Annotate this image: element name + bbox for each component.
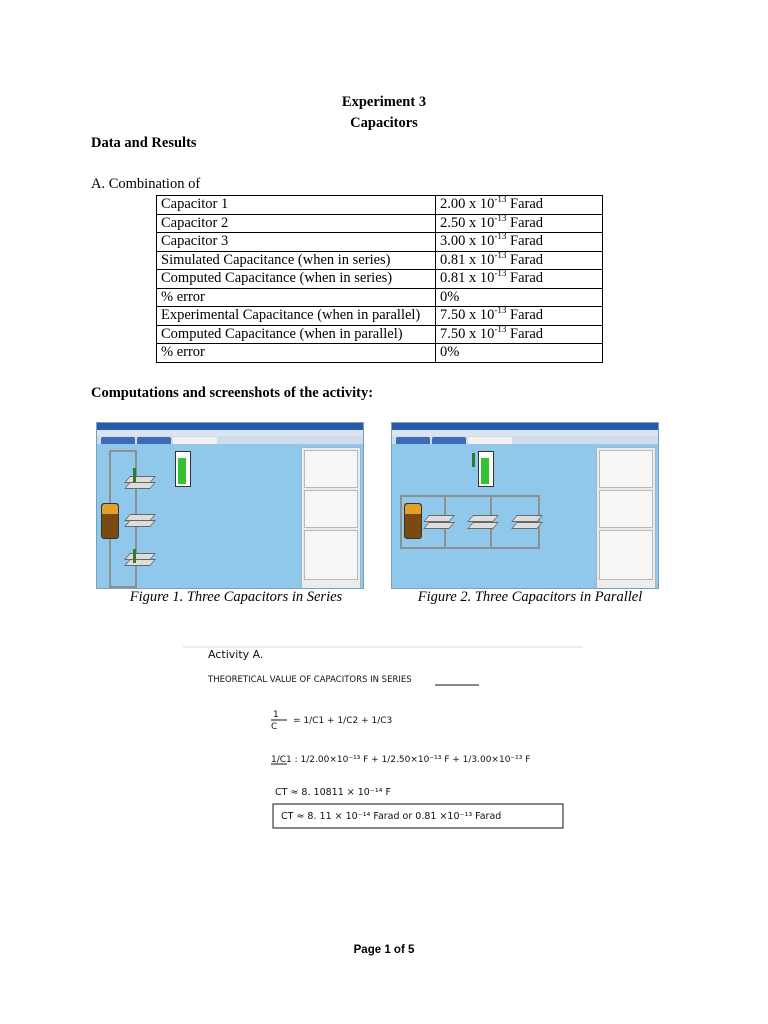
table-row xyxy=(157,307,603,326)
row-value xyxy=(436,344,603,363)
value-exponent: -13 xyxy=(494,249,507,260)
section-heading: Data and Results xyxy=(91,135,197,151)
table-row xyxy=(157,251,603,270)
handwriting-strokes xyxy=(183,640,583,836)
window-titlebar xyxy=(392,423,658,430)
battery-icon xyxy=(404,503,422,539)
hw-eq3: CT ≈ 8. 10811 × 10⁻¹⁴ F xyxy=(275,787,391,798)
capacitor-plate xyxy=(124,520,156,527)
battery-icon xyxy=(101,503,119,539)
value-unit: Farad xyxy=(506,307,544,324)
capacitor-plate xyxy=(124,482,156,489)
value-mantissa: 2.00 x 10 xyxy=(440,196,495,213)
tab-multiple-capacitors xyxy=(468,437,512,444)
row-label: Capacitor 3 xyxy=(157,233,436,252)
row-label: Computed Capacitance (when in parallel) xyxy=(157,325,436,344)
row-value xyxy=(436,307,603,326)
probe-icon xyxy=(472,453,475,467)
table-row xyxy=(157,288,603,307)
hw-eq2: 1/C1 : 1/2.00×10⁻¹³ F + 1/2.50×10⁻¹³ F + 1/3.00×10⁻¹³ F xyxy=(271,755,531,765)
value-exponent: -13 xyxy=(494,194,507,205)
value-mantissa: 2.50 x 10 xyxy=(440,214,495,231)
value-unit: Farad xyxy=(506,251,544,268)
hw-eq1-lhs: 1 xyxy=(273,710,279,720)
value-mantissa: 0% xyxy=(440,288,460,305)
row-label: Simulated Capacitance (when in series) xyxy=(157,251,436,270)
capacitor-plate xyxy=(124,559,156,566)
table-row xyxy=(157,344,603,363)
value-mantissa: 7.50 x 10 xyxy=(440,325,495,342)
section-a-label: A. Combination of xyxy=(91,176,201,192)
tab-introduction xyxy=(396,437,430,444)
row-label: Computed Capacitance (when in series) xyxy=(157,270,436,289)
tab-dielectric xyxy=(432,437,466,444)
row-value xyxy=(436,214,603,233)
circuits-group xyxy=(304,530,358,580)
subtitle: Capacitors xyxy=(350,115,418,131)
row-label: Capacitor 1 xyxy=(157,196,436,215)
value-mantissa: 3.00 x 10 xyxy=(440,233,495,250)
row-value xyxy=(436,288,603,307)
value-unit: Farad xyxy=(506,325,544,342)
value-unit: Farad xyxy=(506,214,544,231)
value-mantissa: 7.50 x 10 xyxy=(440,307,495,324)
value-exponent: -13 xyxy=(494,231,507,242)
table-row xyxy=(157,196,603,215)
value-exponent: -13 xyxy=(494,268,507,279)
results-table xyxy=(156,195,603,363)
table-row xyxy=(157,233,603,252)
row-value xyxy=(436,233,603,252)
title: Experiment 3 xyxy=(341,94,427,110)
screenshot-parallel xyxy=(391,422,659,589)
capacitance-meter xyxy=(175,451,191,487)
probe-icon xyxy=(133,468,136,482)
view-group xyxy=(599,450,653,488)
row-label: Capacitor 2 xyxy=(157,214,436,233)
value-unit: Farad xyxy=(506,196,544,213)
hw-eq4: CT ≈ 8. 11 × 10⁻¹⁴ Farad or 0.81 ×10⁻¹³ Farad xyxy=(281,811,502,822)
row-label: % error xyxy=(157,344,436,363)
page-footer: Page 1 of 5 xyxy=(353,944,415,956)
value-mantissa: 0% xyxy=(440,344,460,361)
view-group xyxy=(304,450,358,488)
computations-heading: Computations and screenshots of the activity: xyxy=(91,385,374,401)
value-exponent: -13 xyxy=(494,305,507,316)
row-label: % error xyxy=(157,288,436,307)
hw-eq1-lhs-den: C xyxy=(271,722,278,732)
screenshot-series xyxy=(96,422,364,589)
value-exponent: -13 xyxy=(494,323,507,334)
meters-group xyxy=(599,490,653,528)
row-value xyxy=(436,196,603,215)
window-titlebar xyxy=(97,423,363,430)
control-panel xyxy=(596,447,656,589)
tab-introduction xyxy=(101,437,135,444)
tab-strip xyxy=(97,436,363,444)
tab-strip xyxy=(392,436,658,444)
table-row xyxy=(157,325,603,344)
tab-multiple-capacitors xyxy=(173,437,217,444)
probe-icon xyxy=(133,549,136,563)
row-label: Experimental Capacitance (when in parallel) xyxy=(157,307,436,326)
row-value xyxy=(436,251,603,270)
hw-eq1-rhs: = 1/C1 + 1/C2 + 1/C3 xyxy=(293,716,393,726)
meters-group xyxy=(304,490,358,528)
table-row xyxy=(157,270,603,289)
value-mantissa: 0.81 x 10 xyxy=(440,270,495,287)
value-unit: Farad xyxy=(506,270,544,287)
handwritten-computation xyxy=(183,640,583,836)
hw-line1: Activity A. xyxy=(208,648,264,661)
value-unit: Farad xyxy=(506,233,544,250)
capacitance-meter xyxy=(478,451,494,487)
row-value xyxy=(436,270,603,289)
value-exponent: -13 xyxy=(494,212,507,223)
figure2-caption: Figure 2. Three Capacitors in Parallel xyxy=(417,589,643,605)
value-mantissa: 0.81 x 10 xyxy=(440,251,495,268)
table-row xyxy=(157,214,603,233)
circuits-group xyxy=(599,530,653,580)
hw-line2: THEORETICAL VALUE OF CAPACITORS IN SERIES xyxy=(208,675,412,685)
tab-dielectric xyxy=(137,437,171,444)
figure1-caption: Figure 1. Three Capacitors in Series xyxy=(129,589,343,605)
row-value xyxy=(436,325,603,344)
control-panel xyxy=(301,447,361,589)
